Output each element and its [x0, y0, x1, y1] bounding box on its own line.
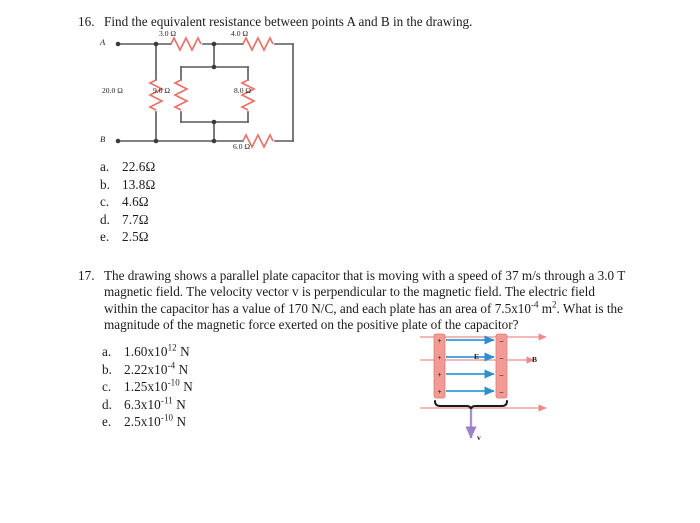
- resistor-label-9ohm: 9.0 Ω: [153, 86, 171, 95]
- choice-17-e-letter: e.: [102, 414, 112, 430]
- choice-17-b-letter: b.: [102, 361, 112, 377]
- magnetic-field-label: B: [532, 355, 538, 364]
- positive-sign-2: +: [437, 355, 442, 362]
- resistor-20ohm-symbol: [150, 80, 162, 110]
- choice-16-a-letter: a.: [100, 159, 110, 174]
- choice-17-d[interactable]: [102, 396, 193, 414]
- question-17-text: [104, 268, 630, 334]
- terminal-dot-b: [116, 139, 121, 144]
- resistor-label-3ohm: 3.0 Ω: [159, 29, 177, 38]
- negative-sign-1: –: [499, 338, 504, 345]
- question-17-number: 17.: [78, 268, 95, 283]
- resistor-label-8ohm: 8.0 Ω: [234, 86, 252, 95]
- choice-16-d[interactable]: [100, 211, 155, 229]
- negative-sign-2: –: [499, 355, 504, 362]
- choice-17-a-unit: N: [176, 344, 190, 359]
- choice-17-d-unit: N: [172, 396, 186, 412]
- positive-sign-3: +: [437, 372, 442, 379]
- velocity-label: v: [477, 433, 481, 442]
- question-17-choices: [102, 343, 193, 431]
- choice-17-a-exponent: 12: [167, 342, 177, 353]
- choice-16-d-letter: d.: [100, 211, 110, 227]
- choice-17-e-unit: N: [173, 414, 187, 430]
- choice-17-b-unit: N: [175, 361, 189, 377]
- circuit-label-a: A: [100, 37, 106, 47]
- junction-dot-inner-bottom: [212, 120, 217, 125]
- choice-17-b-exponent: -4: [167, 360, 176, 371]
- choice-17-d-exponent: -11: [160, 395, 173, 406]
- resistor-8ohm-symbol: [242, 80, 254, 110]
- choice-16-e-letter: e.: [100, 229, 110, 245]
- positive-sign-4: +: [437, 389, 442, 396]
- positive-sign-1: +: [437, 338, 442, 345]
- question-16-number: 16.: [78, 14, 95, 29]
- choice-16-e-value: 2.5Ω: [122, 229, 149, 245]
- choice-17-a[interactable]: [102, 343, 193, 361]
- choice-17-b-mantissa: 2.22x10: [124, 361, 168, 377]
- capacitor-diagram: [418, 330, 588, 450]
- circuit-diagram-svg: [96, 30, 311, 155]
- negative-sign-4: –: [499, 389, 504, 396]
- choice-16-c[interactable]: [100, 193, 155, 211]
- capacitor-diagram-svg: [418, 330, 588, 450]
- plate-charge-signs: [437, 338, 503, 396]
- circuit-diagram: [96, 30, 311, 155]
- question-17-text-part-2: m: [538, 300, 553, 316]
- choice-17-e-mantissa: 2.5x10: [124, 414, 161, 430]
- junction-dot-bottom-mid: [212, 139, 217, 144]
- question-17: [78, 268, 630, 334]
- resistor-9ohm-symbol: [175, 80, 187, 110]
- choice-16-c-value: 4.6Ω: [122, 194, 149, 210]
- choice-17-c-exponent: -10: [167, 377, 180, 388]
- choice-17-e[interactable]: [102, 413, 193, 431]
- junction-dot-top-left: [154, 42, 159, 47]
- resistor-label-4ohm: 4.0 Ω: [231, 29, 249, 38]
- choice-17-c-letter: c.: [102, 379, 112, 395]
- choice-17-e-value: [124, 413, 186, 431]
- junction-dot-top-mid: [212, 42, 217, 47]
- resistor-label-6ohm: 6.0 Ω: [233, 142, 251, 151]
- choice-16-a[interactable]: [100, 158, 155, 176]
- choice-17-b-value: [124, 361, 188, 379]
- choice-16-b[interactable]: [100, 176, 155, 194]
- question-17-text-part-3: . What is the magnitude of the magnetic force exerted on the positive plate of the capacitor?: [104, 300, 623, 333]
- choice-16-a-value: 22.6Ω: [122, 159, 156, 174]
- question-16: [78, 14, 638, 30]
- resistor-label-20ohm: 20.0 Ω: [102, 86, 123, 95]
- choice-17-c-mantissa: 1.25x10: [124, 379, 168, 395]
- choice-17-d-value: [124, 396, 186, 414]
- resistor-3ohm-symbol: [171, 38, 201, 50]
- circuit-label-b: B: [100, 134, 106, 144]
- choice-17-c-unit: N: [179, 379, 193, 395]
- choice-17-d-letter: d.: [102, 396, 112, 412]
- choice-17-a-letter: a.: [102, 344, 112, 359]
- choice-17-d-mantissa: 6.3x10: [124, 396, 161, 412]
- question-16-choices: [100, 158, 155, 246]
- choice-17-b[interactable]: [102, 361, 193, 379]
- choice-17-a-mantissa: 1.60x10: [124, 344, 168, 359]
- junction-dot-inner-top: [212, 65, 217, 70]
- choice-16-b-value: 13.8Ω: [122, 176, 156, 192]
- choice-16-e[interactable]: [100, 228, 155, 246]
- question-17-text-part-1: The drawing shows a parallel plate capacitor that is moving with a speed of 37 m/s through a 3.0 T magnetic field. The velocity vector v is perpendicular to the magnetic field. The electric field within the capacitor has a value of 170 N/C, and each plate has an area of 7.5x10: [104, 268, 626, 316]
- junction-dot-bottom-left: [154, 139, 159, 144]
- choice-17-e-exponent: -10: [160, 412, 174, 423]
- choice-16-c-letter: c.: [100, 194, 110, 210]
- question-16-text: Find the equivalent resistance between points A and B in the drawing.: [104, 14, 473, 29]
- resistor-4ohm-symbol: [243, 38, 273, 50]
- choice-17-c-value: [124, 378, 193, 396]
- choice-17-a-value: [124, 343, 190, 361]
- electric-field-arrows: [446, 340, 494, 391]
- negative-sign-3: –: [499, 372, 504, 379]
- choice-17-c[interactable]: [102, 378, 193, 396]
- question-17-exponent-2: 2: [552, 299, 557, 310]
- choice-16-d-value: 7.7Ω: [122, 211, 149, 227]
- choice-16-b-letter: b.: [100, 176, 110, 192]
- electric-field-label: E: [474, 352, 480, 361]
- terminal-dot-a: [116, 42, 121, 47]
- question-17-exponent-1: -4: [530, 299, 539, 310]
